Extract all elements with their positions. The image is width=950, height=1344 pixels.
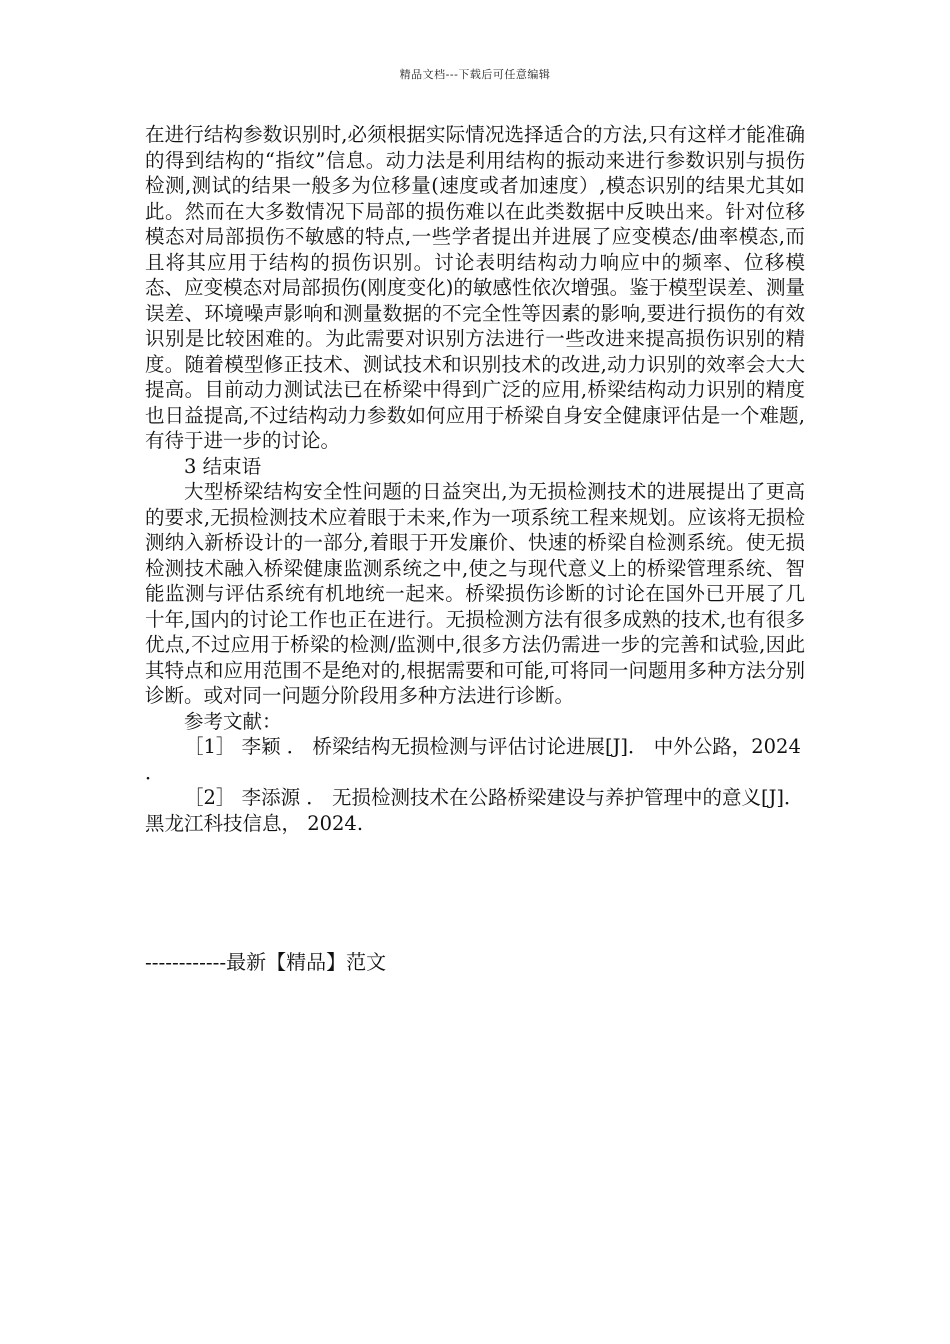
page-footer: ------------最新【精品】范文 [145,950,387,974]
reference-item-2: ［2］ 李添源 ． 无损检测技术在公路桥梁建设与养护管理中的意义[J]． 黑龙江科技信息， 2024. [145,786,804,835]
intro-paragraph: 在进行结构参数识别时,必须根据实际情况选择适合的方法,只有这样才能准确的得到结构的“指纹”信息。动力法是利用结构的振动来进行参数识别与损伤检测,测试的结果一般多为位移量(速度或者加速度）,模态识别的结果尤其如此。然而在大多数情况下局部的损伤难以在此类数据中反映出来。针对位移模态对局部损伤不敏感的特点,一些学者提出并进展了应变模态/曲率模态,而且将其应用于结构的损伤识别。讨论表明结构动力响应中的频率、位移模态、应变模态对局部损伤(刚度变化)的敏感性依次增强。鉴于模型误差、测量误差、环境噪声影响和测量数据的不完全性等因素的影响,要进行损伤的有效识别是比较困难的。为此需要对识别方法进行一些改进来提高损伤识别的精度。随着模型修正技术、测试技术和识别技术的改进,动力识别的效率会大大提高。目前动力测试法已在桥梁中得到广泛的应用,桥梁结构动力识别的精度也日益提高,不过结构动力参数如何应用于桥梁自身安全健康评估是一个难题,有待于进一步的讨论。 [145,123,805,452]
section-heading: 3 结束语 [184,454,262,478]
page-header: 精品文档---下载后可任意编辑 [399,68,551,81]
document-body [145,122,805,836]
references-heading: 参考文献： [184,709,282,733]
reference-item-1: ［1］ 李颖 ． 桥梁结构无损检测与评估讨论进展[J]． 中外公路，2024 ． [145,735,801,784]
conclusion-paragraph: 大型桥梁结构安全性问题的日益突出,为无损检测技术的进展提出了更高的要求,无损检测技术应着眼于未来,作为一项系统工程来规划。应该将无损检测纳入新桥设计的一部分,着眼于开发廉价、快速的桥梁自检测系统。使无损检测技术融入桥梁健康监测系统之中,使之与现代意义上的桥梁管理系统、智能监测与评估系统有机地统一起来。桥梁损伤诊断的讨论在国外已开展了几十年,国内的讨论工作也正在进行。无损检测方法有很多成熟的技术,也有很多优点,不过应用于桥梁的检测/监测中,很多方法仍需进一步的完善和试验,因此其特点和应用范围不是绝对的,根据需要和可能,可将同一问题用多种方法分别诊断。或对同一问题分阶段用多种方法进行诊断。 [145,480,805,707]
